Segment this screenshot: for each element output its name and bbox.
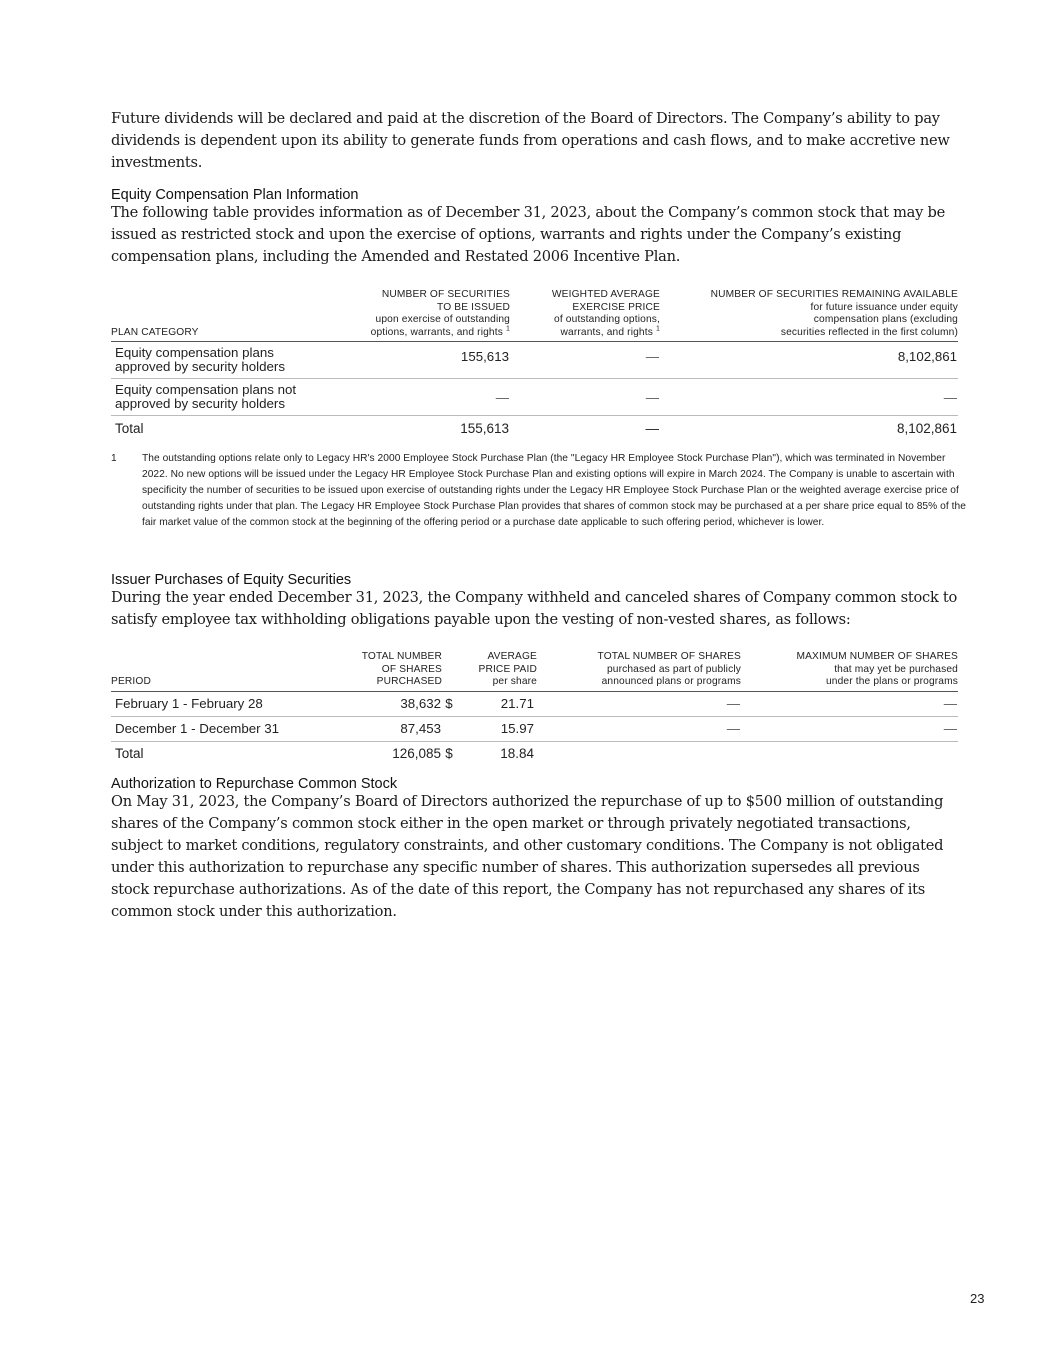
plan-category-cell: Equity compensation plans approved by security holders <box>111 342 346 379</box>
total-price: 18.84 <box>500 746 534 762</box>
page-number: 23 <box>970 1291 985 1306</box>
table-row <box>111 379 958 416</box>
period-cell: February 1 - February 28 <box>111 691 326 716</box>
shares-cell: 87,453 <box>326 716 442 741</box>
plan-category-cell: Equity compensation plans not approved by security holders <box>111 379 346 416</box>
table-row <box>111 342 958 379</box>
dividends-paragraph: Future dividends will be declared and paid at the discretion of the Board of Directors. The Company’s ability to pay dividends is dependent upon its ability to generate funds from operations and cash flows, and to make accretive new investments. <box>111 110 950 171</box>
equity-comp-table <box>111 289 958 440</box>
total-shares-header: TOTAL NUMBER OF SHARES PURCHASED <box>326 651 442 691</box>
authorization-heading: Authorization to Repurchase Common Stock <box>111 776 398 792</box>
total-row <box>111 416 958 441</box>
total-price: — <box>645 420 659 436</box>
securities-cell: — <box>346 379 510 416</box>
total-row <box>111 741 958 766</box>
issuer-purchases-table <box>111 651 958 766</box>
total-label: Total <box>115 420 144 436</box>
table-row <box>111 716 958 741</box>
authorization-paragraph: On May 31, 2023, the Company’s Board of Directors authorized the repurchase of up to $500 million of outstanding shares of the Company’s common stock either in the open market or through privately negotiated transactions, subject to market conditions, regulatory constraints, and other customary conditions. The Company is not obligated under this authorization to repurchase any specific number of shares. This authorization supersedes all previous stock repurchase authorizations. As of the date of this report, the Company has not repurchased any shares of its common stock under this authorization. <box>111 793 944 920</box>
public-plans-header: TOTAL NUMBER OF SHARES purchased as part of publicly announced plans or programs <box>537 651 741 691</box>
maximum-shares-header: MAXIMUM NUMBER OF SHARES that may yet be purchased under the plans or programs <box>741 651 958 691</box>
footnote-ref: 1 <box>505 325 510 333</box>
footnote-marker: 1 <box>111 453 117 464</box>
price-cell: — <box>510 379 660 416</box>
footnote-text: The outstanding options relate only to Legacy HR's 2000 Employee Stock Purchase Plan (the "Legacy HR Employee Stock Purchase Plan"), which was terminated in November 2022. No new options will be issued under the Legacy HR Employee Stock Purchase Plan and existing options will expire in March 2024. The Company is unable to ascertain with specificity the number of securities to be issued upon exercise of outstanding rights under the Legacy HR Employee Stock Purchase Plan or the weighted average exercise price of outstanding rights under that plan. The Legacy HR Employee Stock Purchase Plan provides that shares of common stock may be purchased at a per share price equal to 85% of the fair market value of the common stock at the beginning of the offering period or a purchase date applicable to such offering period, whichever is lower. <box>142 453 966 529</box>
securities-cell: 155,613 <box>346 342 510 379</box>
maximum-shares-cell: — <box>741 691 958 716</box>
plan-category-header: PLAN CATEGORY <box>111 289 346 342</box>
footnote <box>111 451 966 531</box>
price-cell: 15.97 <box>456 716 537 741</box>
total-securities: 155,613 <box>460 420 509 436</box>
total-shares: 126,085 <box>392 746 441 762</box>
weighted-average-price-header: WEIGHTED AVERAGE EXERCISE PRICE of outstanding options, warrants, and rights $^1$ <box>510 289 660 342</box>
period-cell: December 1 - December 31 <box>111 716 326 741</box>
price-cell: 21.71 <box>456 691 537 716</box>
price-cell: — <box>510 342 660 379</box>
maximum-shares-cell: — <box>741 716 958 741</box>
footnote-ref: 1 <box>655 325 660 333</box>
public-plans-cell: — <box>537 716 741 741</box>
shares-cell: 38,632 <box>326 691 442 716</box>
remaining-cell: 8,102,861 <box>660 342 958 379</box>
equity-comp-heading: Equity Compensation Plan Information <box>111 187 359 203</box>
securities-to-be-issued-header: NUMBER OF SECURITIES TO BE ISSUED upon exercise of outstanding options, warrants, and rights $^1$ <box>346 289 510 342</box>
remaining-cell: — <box>660 379 958 416</box>
issuer-purchases-paragraph: During the year ended December 31, 2023, the Company withheld and canceled shares of Company common stock to satisfy employee tax withholding obligations payable upon the vesting of non-vested shares, as follows: <box>111 589 958 628</box>
currency-cell: $ <box>442 691 456 716</box>
currency-cell <box>442 716 456 741</box>
issuer-purchases-heading: Issuer Purchases of Equity Securities <box>111 572 352 588</box>
period-header: PERIOD <box>111 651 326 691</box>
equity-comp-paragraph: The following table provides information as of December 31, 2023, about the Company’s common stock that may be issued as restricted stock and upon the exercise of options, warrants and rights under the Company’s existing compensation plans, including the Amended and Restated 2006 Incentive Plan. <box>111 204 945 265</box>
public-plans-cell: — <box>537 691 741 716</box>
total-label: Total <box>115 746 144 762</box>
securities-remaining-header: NUMBER OF SECURITIES REMAINING AVAILABLE for future issuance under equity compensation plans (excluding securities reflected in the first column) <box>660 289 958 342</box>
average-price-header: AVERAGE PRICE PAID per share <box>456 651 537 691</box>
total-remaining: 8,102,861 <box>896 420 957 436</box>
table-row <box>111 691 958 716</box>
total-currency: $ <box>445 746 453 762</box>
